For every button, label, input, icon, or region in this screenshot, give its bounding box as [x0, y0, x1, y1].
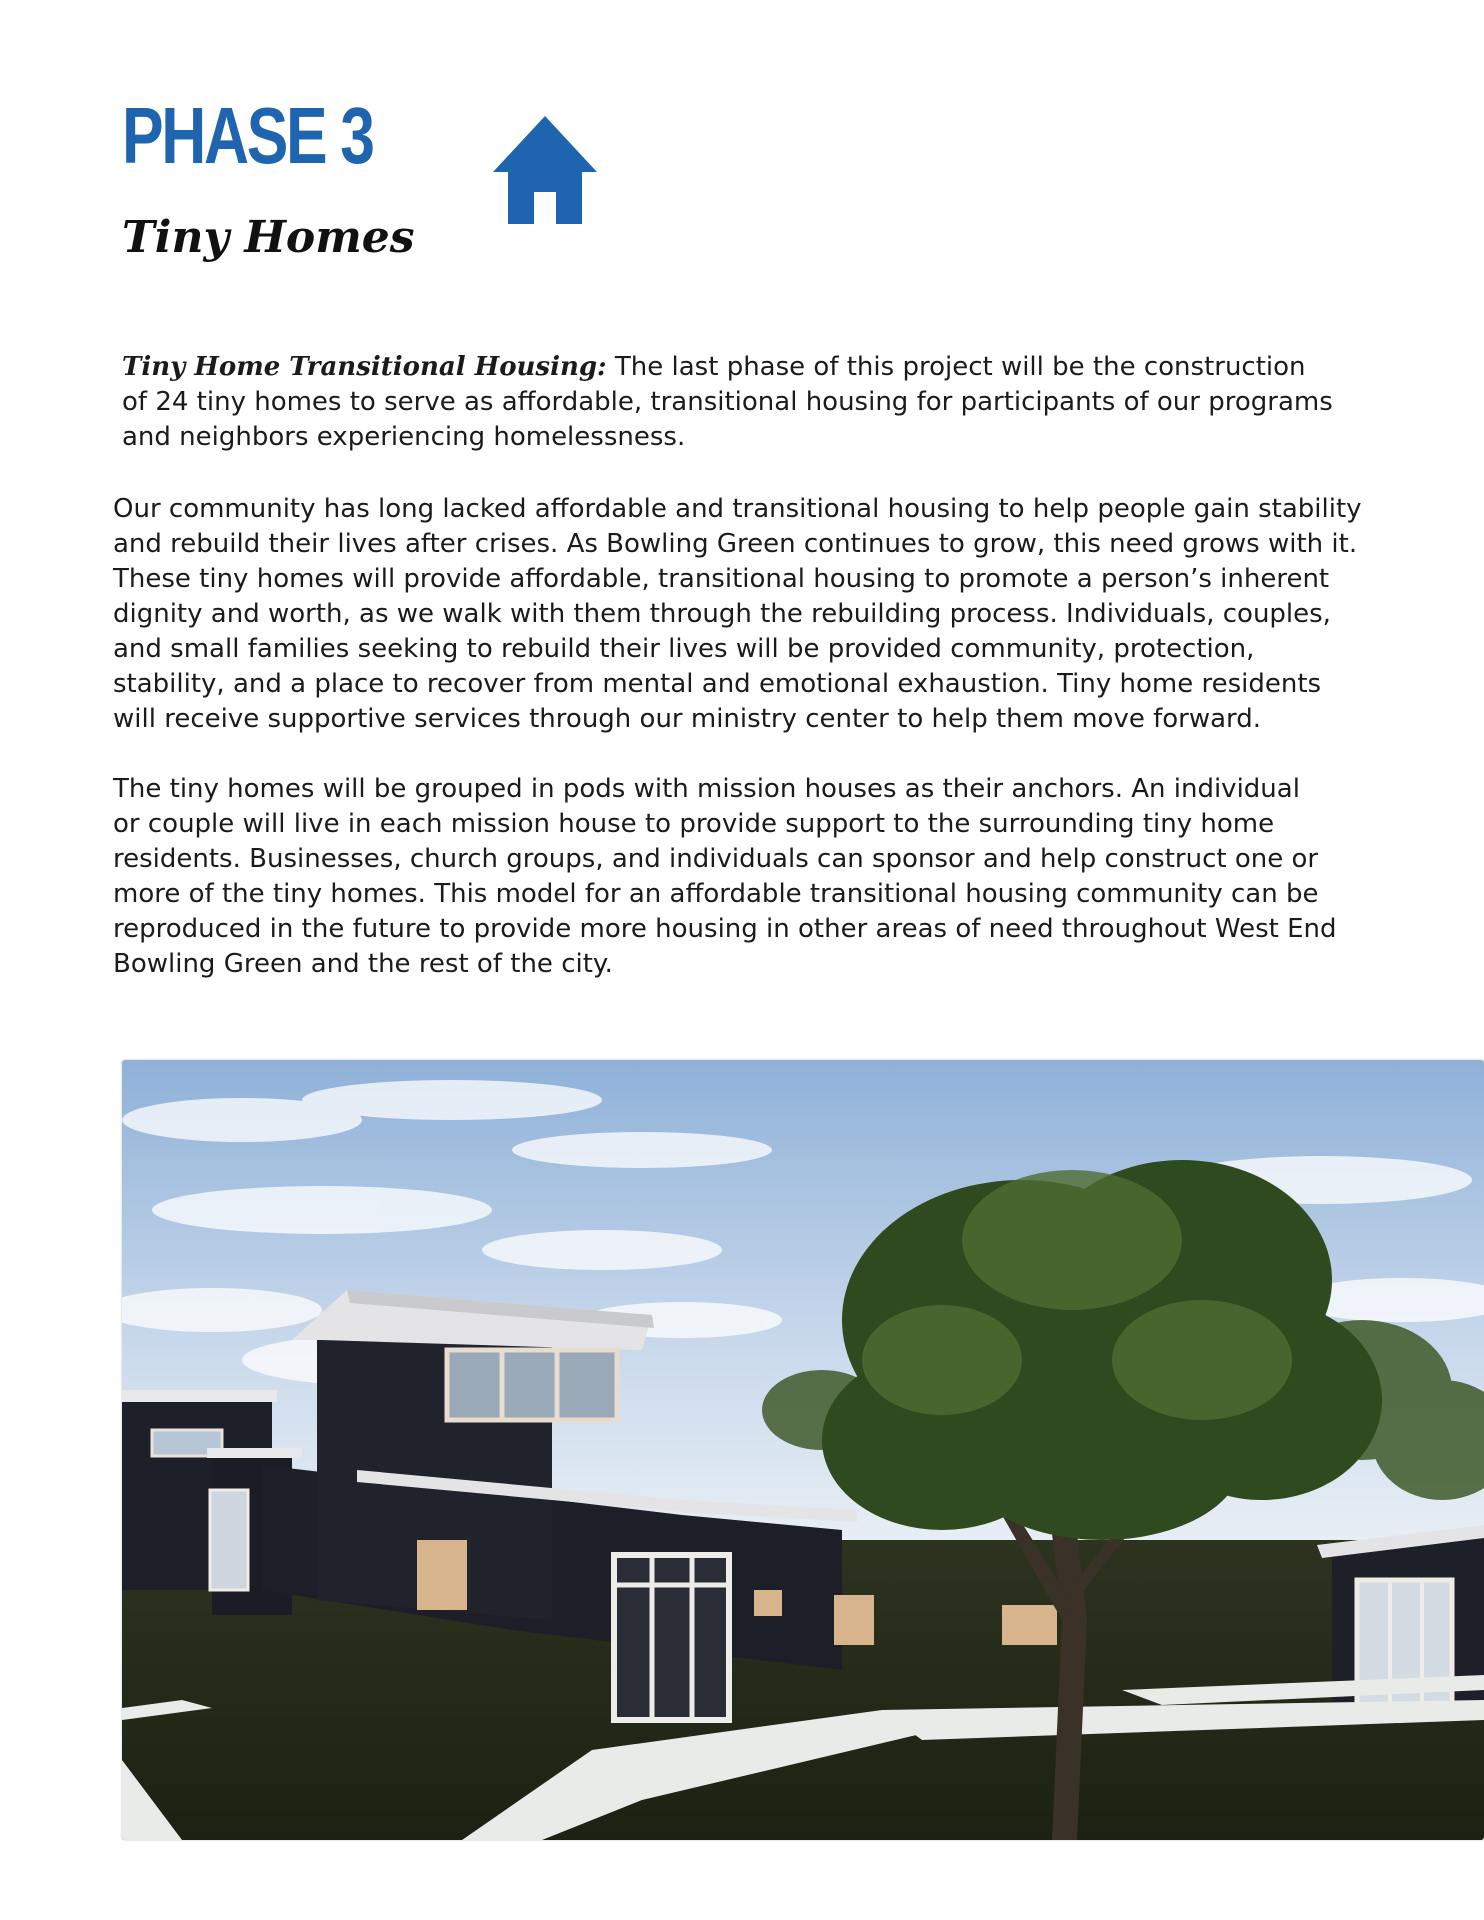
intro-lead: Tiny Home Transitional Housing:: [122, 352, 607, 382]
community-line: Our community has long lacked affordable and transitional housing to help people gain stability: [113, 494, 1362, 524]
community-line: stability, and a place to recover from mental and emotional exhaustion. Tiny home residents: [113, 669, 1322, 699]
community-line: will receive supportive services through our ministry center to help them move forward.: [113, 704, 1262, 734]
community-line: These tiny homes will provide affordable, transitional housing to promote a person’s inherent: [113, 564, 1330, 594]
tiny-homes-rendering: [122, 1060, 1484, 1840]
intro-line-2: of 24 tiny homes to serve as affordable, transitional housing for participants of our programs: [122, 387, 1333, 417]
house-icon: [490, 112, 600, 226]
community-line: and rebuild their lives after crises. As Bowling Green continues to grow, this need grows with it.: [113, 529, 1358, 559]
section-subtitle: Tiny Homes: [122, 212, 415, 263]
pods-line: more of the tiny homes. This model for an affordable transitional housing community can be: [113, 879, 1319, 909]
pods-line: The tiny homes will be grouped in pods with mission houses as their anchors. An individual: [113, 774, 1300, 804]
intro-line-3: and neighbors experiencing homelessness.: [122, 422, 686, 452]
pods-line: Bowling Green and the rest of the city.: [113, 949, 613, 979]
community-paragraph: [113, 492, 1362, 737]
pods-line: or couple will live in each mission house to provide support to the surrounding tiny home: [113, 809, 1275, 839]
pods-line: reproduced in the future to provide more housing in other areas of need throughout West End: [113, 914, 1337, 944]
pods-paragraph: [113, 772, 1337, 982]
community-line: dignity and worth, as we walk with them through the rebuilding process. Individuals, couples,: [113, 599, 1331, 629]
intro-line-1: [122, 350, 1333, 385]
community-line: and small families seeking to rebuild their lives will be provided community, protection,: [113, 634, 1255, 664]
pods-line: residents. Businesses, church groups, and individuals can sponsor and help construct one or: [113, 844, 1319, 874]
phase-title: PHASE 3: [122, 91, 373, 180]
intro-paragraph: [122, 350, 1333, 455]
intro-line-1-text: The last phase of this project will be the construction: [606, 352, 1306, 382]
